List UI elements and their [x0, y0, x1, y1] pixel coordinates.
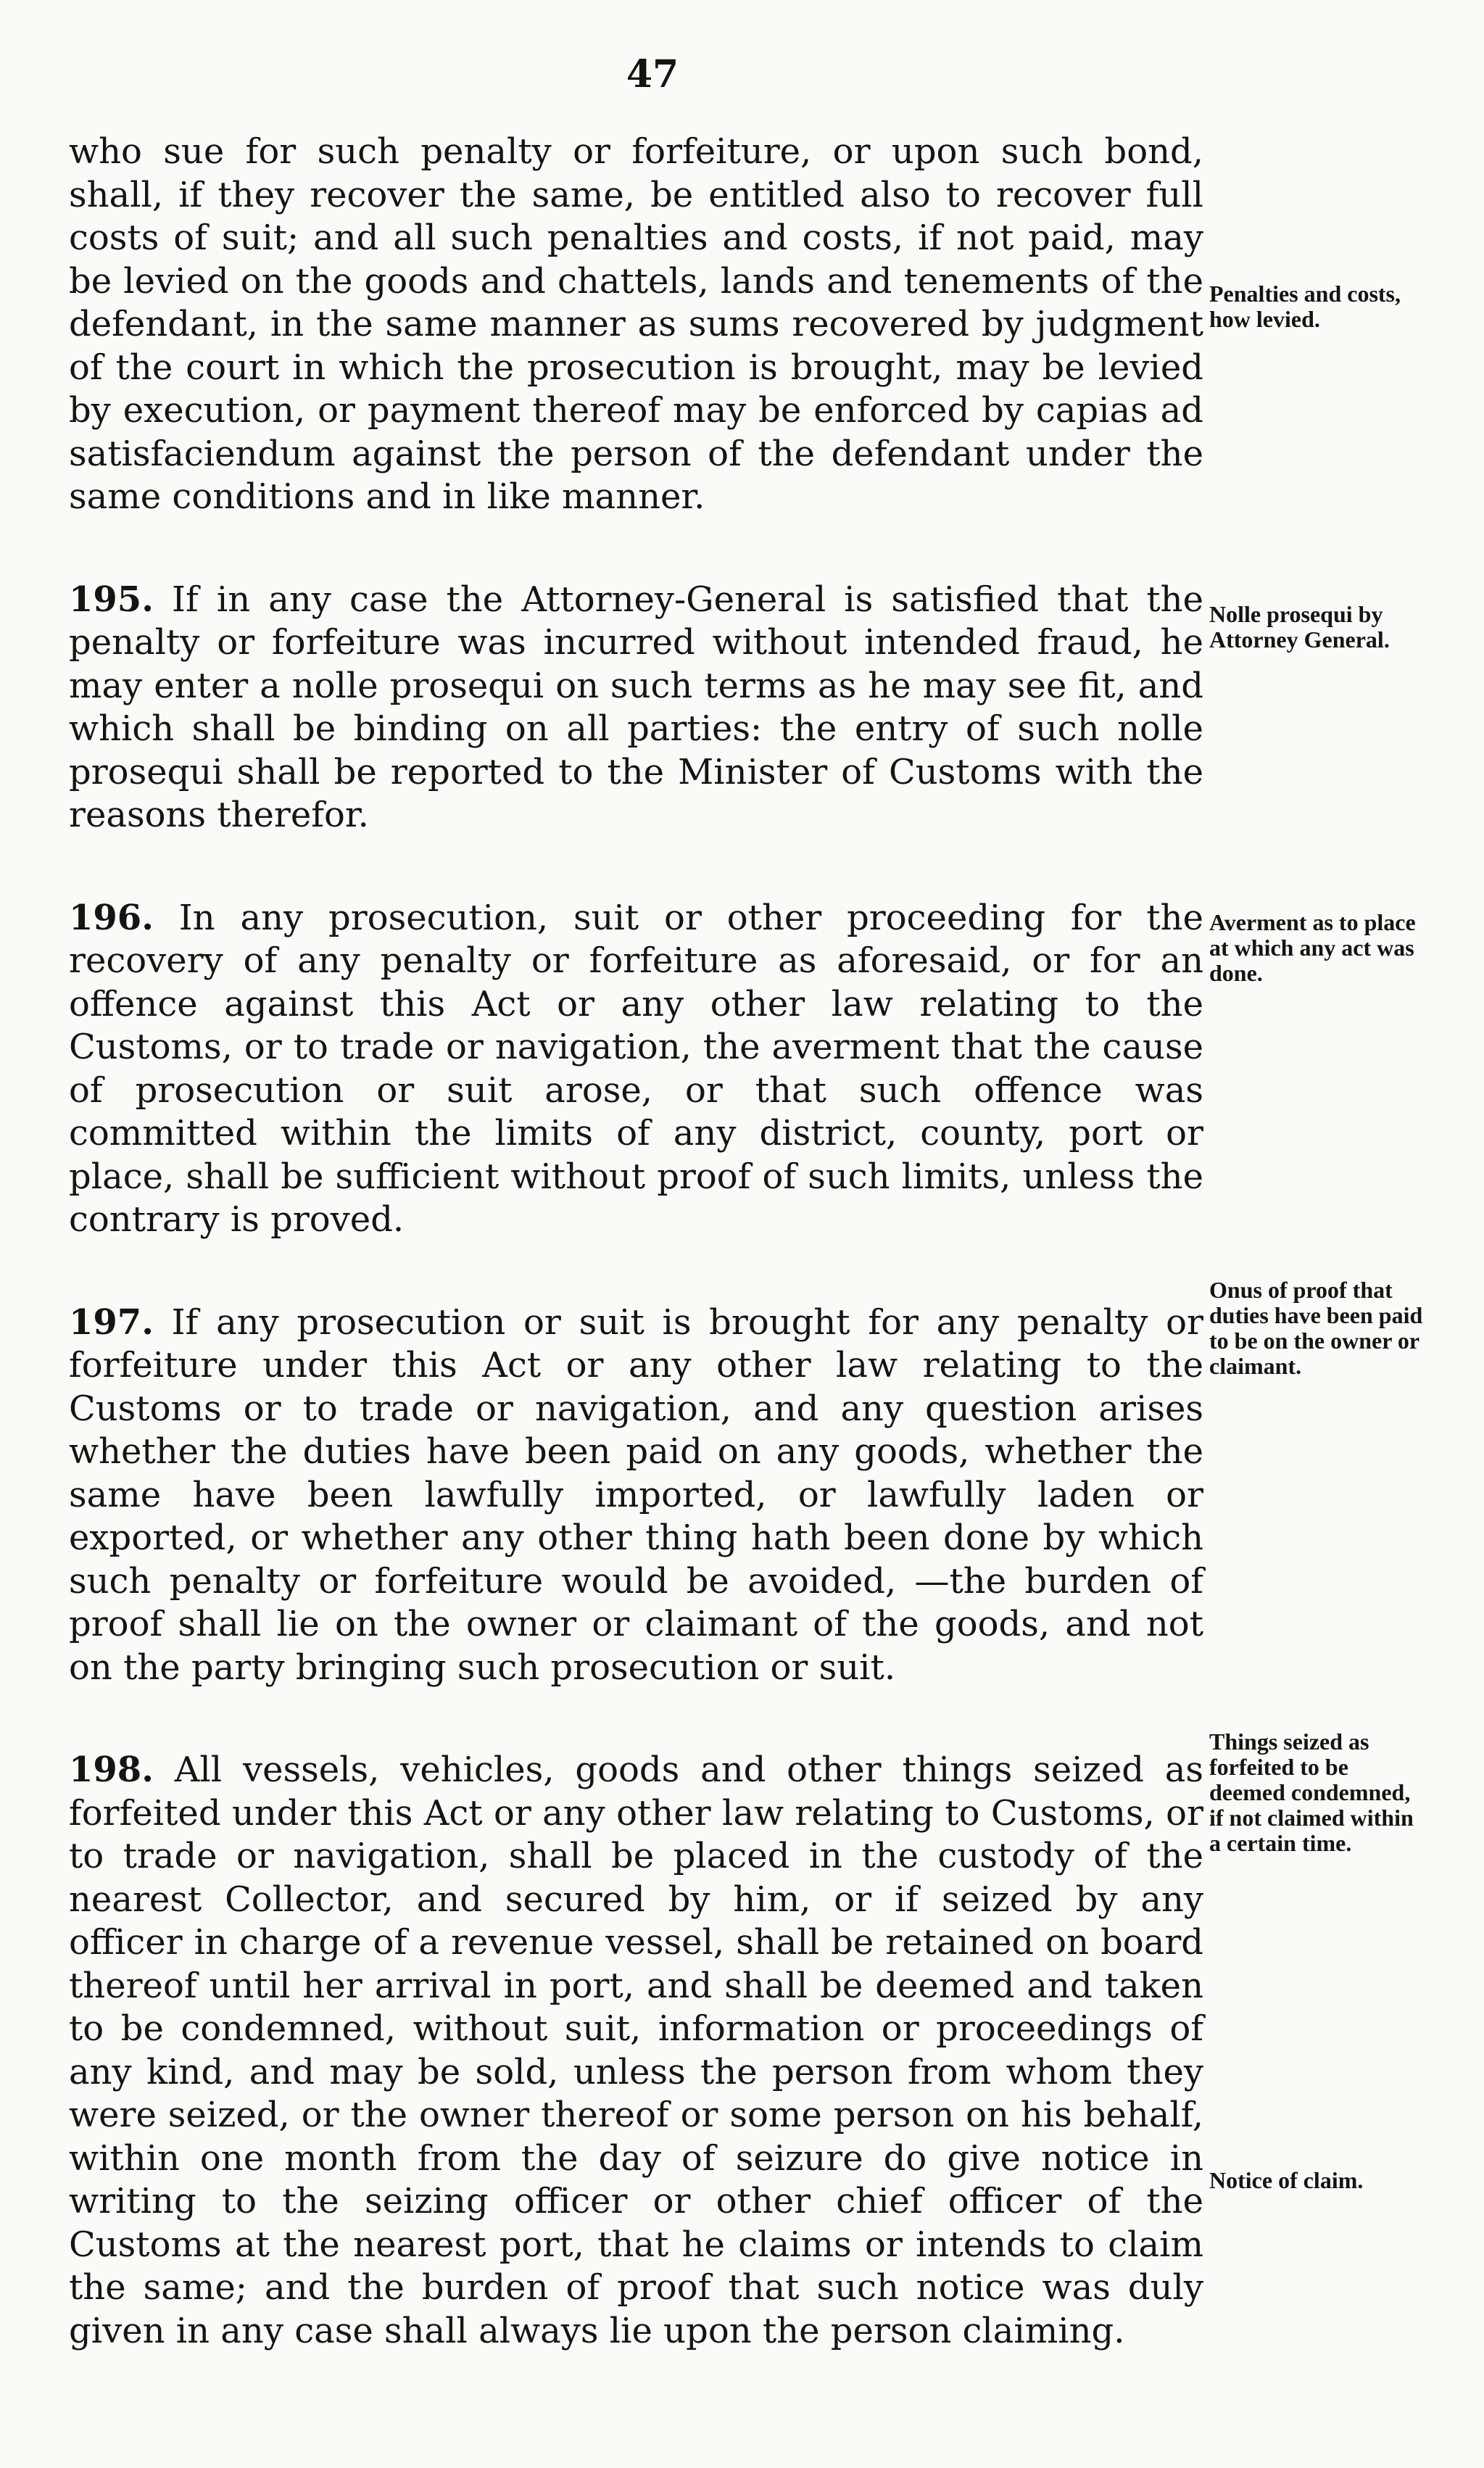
page-number: 47	[626, 52, 679, 96]
paragraph-text: All vessels, vehicles, goods and other things seized as forfeited under this Act or any other law relating to Customs, or to trade or navigation, shall be placed in the custody of the nearest Collector, and secured by him, or if seized by any officer in charge of a revenue vessel, shall be retained on board thereof until her arrival in port, and shall be deemed and taken to be condemned, without suit, information or proceedings of any kind, and may be sold, unless the person from whom they were seized, or the owner thereof or some person on his behalf, within one month from the day of seizure do give notice in writing to the seizing officer or other chief officer of the Customs at the nearest port, that he claims or intends to claim the same; and the burden of proof that such notice was duly given in any case shall always lie upon the person claiming.	[69, 1749, 1204, 2351]
section-195	[69, 579, 1203, 837]
paragraph-text: who sue for such penalty or forfeiture, or upon such bond, shall, if they recover the same, be entitled also to recover full costs of suit; and all such penalties and costs, if not paid, may be levied on the goods and chattels, lands and tenements of the defendant, in the same manner as sums recovered by judgment of the court in which the prosecution is brought, may be levied by execution, or payment thereof may be enforced by capias ad satisfaciendum against the person of the defendant under the same conditions and in like manner.	[69, 131, 1203, 517]
margin-note-averment: Averment as to place at which any act was done.	[1209, 909, 1416, 986]
paragraph-194-continued	[69, 131, 1203, 519]
section-number: 195.	[69, 579, 154, 620]
section-198	[69, 1749, 1203, 2353]
section-196	[69, 897, 1203, 1242]
section-number: 198.	[69, 1749, 154, 1790]
section-197	[69, 1301, 1203, 1690]
body-text	[69, 131, 1203, 2412]
section-number: 196.	[69, 897, 154, 938]
margin-note-notice-of-claim: Notice of claim.	[1209, 2167, 1364, 2193]
margin-note-onus-of-proof: Onus of proof that duties have been paid to be on the owner or claimant.	[1209, 1277, 1423, 1379]
paragraph-text: If in any case the Attorney-General is satisfied that the penalty or forfeiture was incurred without intended fraud, he may enter a nolle prosequi on such terms as he may see fit, and which shall be binding on all parties: the entry of such nolle prosequi shall be reported to the Minister of Customs with the reasons therefor.	[69, 579, 1203, 835]
margin-note-nolle-prosequi: Nolle prosequi by Attorney General.	[1209, 601, 1390, 653]
margin-note-things-seized: Things seized as forfeited to be deemed condemned, if not claimed within a certain time.	[1209, 1728, 1414, 1856]
margin-notes	[1209, 0, 1427, 2468]
paragraph-text: If any prosecution or suit is brought for any penalty or forfeiture under this Act or any other law relating to the Customs or to trade or navigation, and any question arises whether the duties have been paid on any goods, whether the same have been lawfully imported, or lawfully laden or exported, or whether any other thing hath been done by which such penalty or forfeiture would be avoided, —the burden of proof shall lie on the owner or claimant of the goods, and not on the party bringing such prosecution or suit.	[69, 1301, 1203, 1688]
paragraph-text: In any prosecution, suit or other proceeding for the recovery of any penalty or forfeiture as aforesaid, or for an offence against this Act or any other law relating to the Customs, or to trade or navigation, the averment that the cause of prosecution or suit arose, or that such offence was committed within the limits of any district, county, port or place, shall be sufficient without proof of such limits, unless the contrary is proved.	[69, 897, 1204, 1240]
section-number: 197.	[69, 1301, 154, 1343]
margin-note-penalties: Penalties and costs, how levied.	[1209, 281, 1401, 332]
